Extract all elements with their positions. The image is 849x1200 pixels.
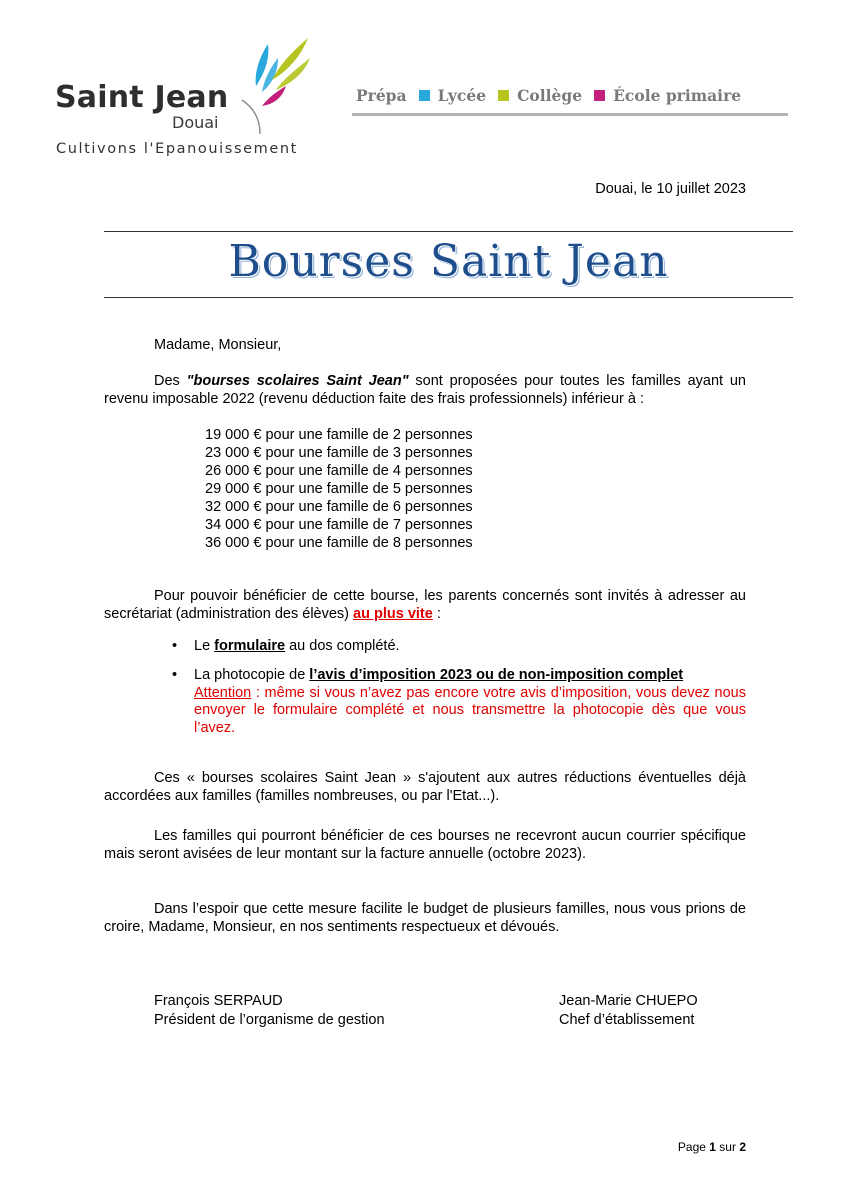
logo-leaves-icon	[220, 34, 315, 144]
signature-left	[154, 992, 385, 1030]
attention-note: : même si vous n’avez pas encore votre avis d’imposition, vous devez nous envoyer le formulaire complété et nous transmettre la photocopie dès que vous l’avez.	[194, 684, 746, 736]
signatory-role: Président de l’organisme de gestion	[154, 1012, 385, 1028]
threshold-item: 19 000 € pour une famille de 2 personnes	[205, 427, 473, 443]
avis-imposition-label: l’avis d’imposition 2023 ou de non-imposition complet	[309, 667, 684, 683]
page-title: Bourses Saint Jean	[228, 236, 669, 287]
threshold-item: 26 000 € pour une famille de 4 personnes	[205, 463, 473, 479]
request-paragraph: Pour pouvoir bénéficier de cette bourse, les parents concernés sont invités à adresser au secrétariat (administration des élèves) au plus vite :	[104, 588, 746, 622]
bourses-emphasis: "bourses scolaires Saint Jean"	[186, 373, 409, 389]
level-prepa: Prépa	[356, 86, 407, 105]
school-levels	[356, 86, 741, 105]
signatory-name: François SERPAUD	[154, 993, 283, 1009]
level-college: Collège	[517, 86, 583, 105]
level-ecole-primaire: École primaire	[613, 86, 742, 105]
salutation: Madame, Monsieur,	[154, 337, 282, 353]
urgent-note: au plus vite	[353, 605, 433, 622]
magenta-square-icon	[594, 90, 605, 101]
bullet-icon: •	[172, 667, 178, 683]
formulaire-label: formulaire	[214, 638, 286, 654]
header-divider	[352, 113, 788, 116]
green-square-icon	[498, 90, 509, 101]
threshold-item: 23 000 € pour une famille de 3 personnes	[205, 445, 473, 461]
attention-label: Attention	[194, 684, 252, 701]
threshold-item: 36 000 € pour une famille de 8 personnes	[205, 535, 473, 551]
logo-city: Douai	[172, 113, 219, 132]
reductions-paragraph: Ces « bourses scolaires Saint Jean » s'ajoutent aux autres réductions éventuelles déjà accordées aux familles (familles nombreuses, ou par l'Etat...).	[104, 770, 746, 804]
logo-brand-name: Saint Jean	[55, 80, 229, 115]
signature-right	[559, 992, 698, 1030]
intro-paragraph: Des "bourses scolaires Saint Jean" sont proposées pour toutes les familles ayant un revenu imposable 2022 (revenu déduction faite des frais professionnels) inférieur à :	[104, 373, 746, 407]
logo-tagline: Cultivons l'Epanouissement	[56, 141, 298, 157]
blue-square-icon	[419, 90, 430, 101]
signatory-name: Jean-Marie CHUEPO	[559, 993, 698, 1009]
title-rule-bottom	[104, 297, 793, 298]
threshold-item: 34 000 € pour une famille de 7 personnes	[205, 517, 473, 533]
income-thresholds-list	[205, 426, 473, 552]
title-rule-top	[104, 231, 793, 232]
level-lycee: Lycée	[437, 86, 487, 105]
page-number: Page 1 sur 2	[677, 1140, 746, 1154]
invoice-paragraph: Les familles qui pourront bénéficier de ces bourses ne recevront aucun courrier spécifique mais seront avisées de leur montant sur la facture annuelle (octobre 2023).	[104, 828, 746, 862]
closing-paragraph: Dans l’espoir que cette mesure facilite le budget de plusieurs familles, nous vous prions de croire, Madame, Monsieur, en nos sentiments respectueux et dévoués.	[104, 901, 746, 935]
threshold-item: 29 000 € pour une famille de 5 personnes	[205, 481, 473, 497]
bullet-icon: •	[172, 638, 178, 654]
letter-date: Douai, le 10 juillet 2023	[595, 181, 746, 197]
signatory-role: Chef d’établissement	[559, 1012, 695, 1028]
threshold-item: 32 000 € pour une famille de 6 personnes	[205, 499, 473, 515]
